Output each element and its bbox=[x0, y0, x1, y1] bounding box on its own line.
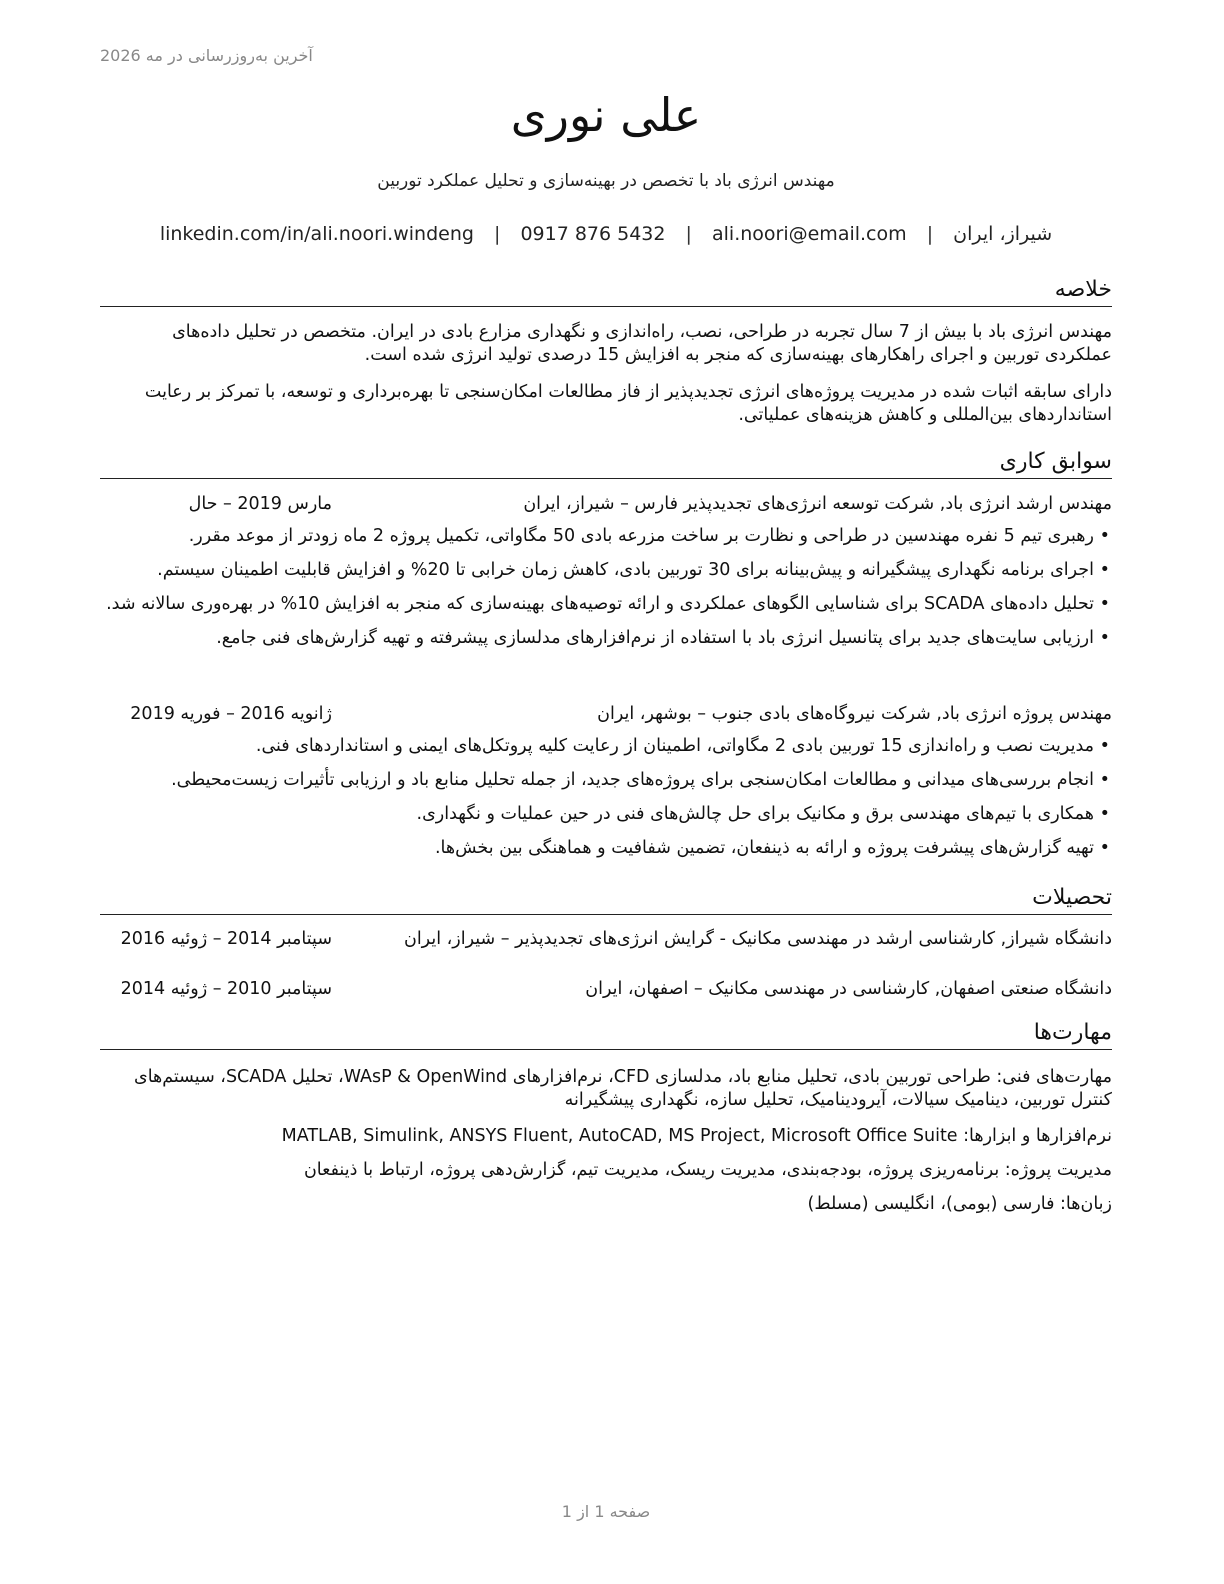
skills-line: نرم‌افزارها و ابزارها: MATLAB, Simulink, ANSYS Fluent, AutoCAD, MS Project, Microsoft Office Suite bbox=[281, 1126, 1112, 1146]
skills-line: زبان‌ها: فارسی (بومی)، انگلیسی (مسلط) bbox=[807, 1194, 1112, 1214]
resume-page bbox=[100, 0, 1112, 1584]
list-item: • تهیه گزارش‌های پیشرفت پروژه و ارائه به ذینفعان، تضمین شفافیت و هماهنگی بین بخش‌ها. bbox=[100, 837, 1112, 860]
job-bullet-list bbox=[100, 525, 1112, 661]
page-number: صفحه 1 از 1 bbox=[561, 1502, 651, 1521]
contact-linkedin[interactable]: linkedin.com/in/ali.noori.windeng bbox=[159, 223, 474, 245]
job-date: ژانویه 2016 – فوریه 2019 bbox=[130, 704, 332, 724]
list-item: • انجام بررسی‌های میدانی و مطالعات امکان‌سنجی برای پروژه‌های جدید، از جمله تحلیل منابع باد و ارزیابی تأثیرات زیست‌محیطی. bbox=[100, 769, 1112, 792]
list-item: • مدیریت نصب و راه‌اندازی 15 توربین بادی 2 مگاواتی، اطمینان از رعایت کلیه پروتکل‌های ایمنی و استانداردهای فنی. bbox=[100, 735, 1112, 758]
summary-heading: خلاصه bbox=[100, 276, 1112, 307]
degree-title: دانشگاه شیراز, کارشناسی ارشد در مهندسی مکانیک - گرایش انرژی‌های تجدیدپذیر – شیراز، ایران bbox=[403, 929, 1112, 949]
contact-separator: | bbox=[493, 223, 501, 245]
list-item: • همکاری با تیم‌های مهندسی برق و مکانیک برای حل چالش‌های فنی در حین عملیات و نگهداری. bbox=[100, 803, 1112, 826]
contact-email[interactable]: ali.noori@email.com bbox=[712, 223, 907, 245]
summary-paragraph: دارای سابقه اثبات شده در مدیریت پروژه‌های انرژی تجدیدپذیر از فاز مطالعات امکان‌سنجی تا بهره‌برداری و توسعه، با تمرکز بر رعایت استانداردهای بین‌المللی و کاهش هزینه‌های عملیاتی. bbox=[144, 382, 1112, 425]
education-heading: تحصیلات bbox=[100, 884, 1112, 915]
job-bullet-list bbox=[100, 735, 1112, 871]
contact-separator: | bbox=[685, 223, 692, 245]
contact-phone[interactable]: 0917 876 5432 bbox=[520, 223, 666, 245]
education-entry bbox=[100, 929, 1112, 953]
experience-heading: سوابق کاری bbox=[100, 448, 1112, 479]
job-header bbox=[100, 494, 1112, 518]
job-title: مهندس ارشد انرژی باد, شرکت توسعه انرژی‌های تجدیدپذیر فارس – شیراز، ایران bbox=[523, 494, 1112, 514]
list-item: • اجرای برنامه نگهداری پیشگیرانه و پیش‌بینانه برای 30 توربین بادی، کاهش زمان خرابی تا 20% و افزایش قابلیت اطمینان سیستم. bbox=[100, 559, 1112, 582]
job-header bbox=[100, 704, 1112, 728]
list-item: • ارزیابی سایت‌های جدید برای پتانسیل انرژی باد با استفاده از نرم‌افزارهای مدلسازی پیشرفته و تهیه گزارش‌های فنی جامع. bbox=[100, 627, 1112, 650]
contact-separator: | bbox=[926, 223, 934, 245]
degree-date: سپتامبر 2014 – ژوئیه 2016 bbox=[120, 929, 332, 949]
job-date: مارس 2019 – حال bbox=[188, 494, 332, 514]
degree-title: دانشگاه صنعتی اصفهان, کارشناسی در مهندسی مکانیک – اصفهان، ایران bbox=[585, 979, 1112, 999]
degree-date: سپتامبر 2010 – ژوئیه 2014 bbox=[120, 979, 332, 999]
summary-paragraph: مهندس انرژی باد با بیش از 7 سال تجربه در طراحی، نصب، راه‌اندازی و نگهداری مزارع بادی در ایران. متخصص در تحلیل داده‌های عملکردی توربین و اجرای راهکارهای بهینه‌سازی که منجر به افزایش 15 درصدی تولید انرژی شده است. bbox=[172, 322, 1112, 365]
person-name: علی نوری bbox=[510, 88, 702, 142]
education-entry bbox=[100, 979, 1112, 1003]
contact-line bbox=[100, 223, 1112, 245]
contact-location: شیراز، ایران bbox=[953, 223, 1053, 245]
headline: مهندس انرژی باد با تخصص در بهینه‌سازی و تحلیل عملکرد توربین bbox=[377, 171, 835, 191]
skills-line: مهارت‌های فنی: طراحی توربین بادی، تحلیل منابع باد، مدلسازی CFD، نرم‌افزارهای WAsP & OpenWind، تحلیل SCADA، سیستم‌های کنترل توربین، دینامیک سیالات، آیرودینامیک، تحلیل سازه، نگهداری پیشگیرانه bbox=[134, 1067, 1112, 1110]
skills-line: مدیریت پروژه: برنامه‌ریزی پروژه، بودجه‌بندی، مدیریت ریسک، مدیریت تیم، گزارش‌دهی پروژه، ارتباط با ذینفعان bbox=[303, 1160, 1112, 1180]
last-updated-note: آخرین به‌روزرسانی در مه 2026 bbox=[100, 46, 313, 65]
list-item: • تحلیل داده‌های SCADA برای شناسایی الگوهای عملکردی و ارائه توصیه‌های بهینه‌سازی که منجر به افزایش 10% در بهره‌وری سالانه شد. bbox=[100, 593, 1112, 616]
skills-heading: مهارت‌ها bbox=[100, 1019, 1112, 1050]
job-title: مهندس پروژه انرژی باد, شرکت نیروگاه‌های بادی جنوب – بوشهر، ایران bbox=[597, 704, 1112, 724]
list-item: • رهبری تیم 5 نفره مهندسین در طراحی و نظارت بر ساخت مزرعه بادی 50 مگاواتی، تکمیل پروژه 2 ماه زودتر از موعد مقرر. bbox=[100, 525, 1112, 548]
